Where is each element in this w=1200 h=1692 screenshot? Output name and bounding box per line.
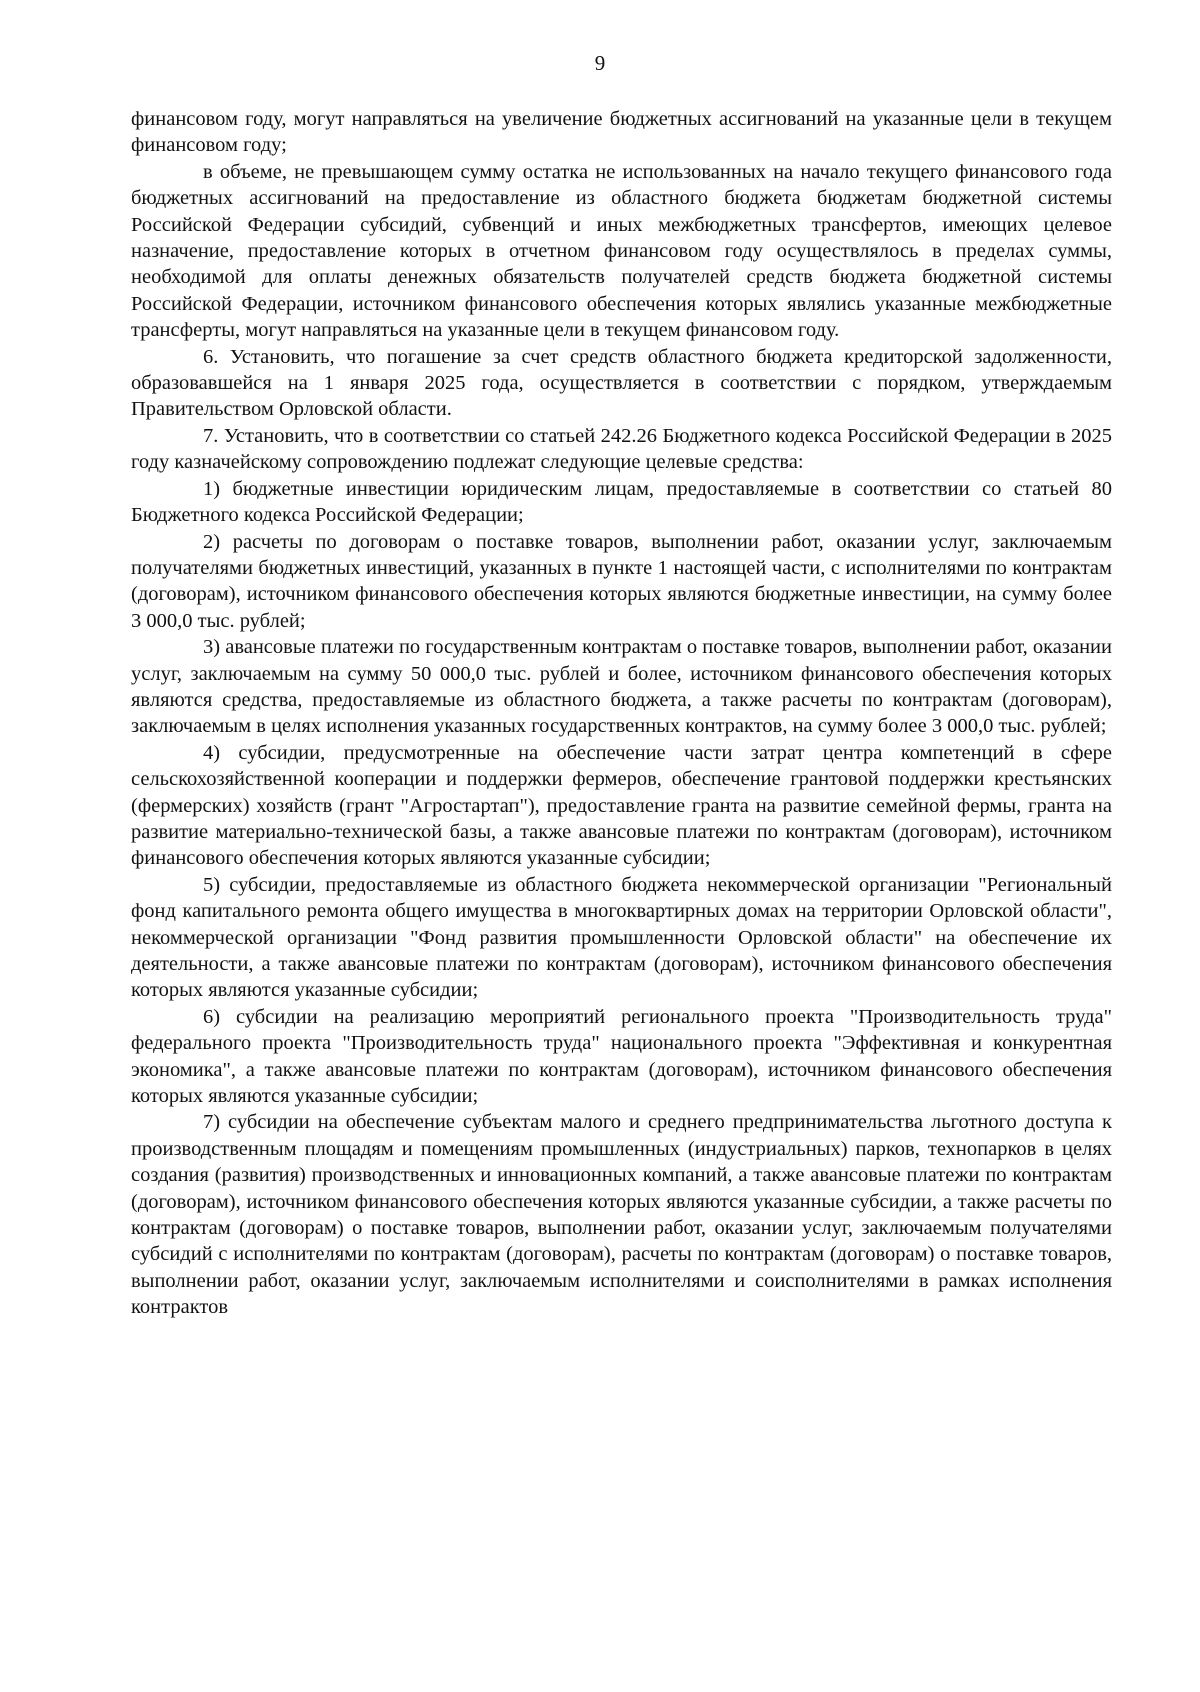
page-number: 9 <box>594 51 606 75</box>
list-item-4: 4) субсидии, предусмотренные на обеспечение части затрат центра компетенций в сфере сельскохозяйственной кооперации и поддержки фермеров, обеспечение грантовой поддержки крестьянских (фермерских) хозяйств (грант "Агростартап"), предоставление гранта на развитие семейной фермы, гранта на развитие материально-технической базы, а также авансовые платежи по контрактам (договорам), источником финансового обеспечения которых являются указанные субсидии; <box>131 741 1112 870</box>
list-item-6: 6) субсидии на реализацию мероприятий регионального проекта "Производительность труда" федерального проекта "Производительность труда" национального проекта "Эффективная и конкурентная экономика", а также авансовые платежи по контрактам (договорам), источником финансового обеспечения которых являются указанные субсидии; <box>131 1005 1112 1108</box>
paragraph-remaining-appropriations: в объеме, не превышающем сумму остатка не использованных на начало текущего финансового года бюджетных ассигнований на предоставление из областного бюджета бюджетам бюджетной системы Российской Федерации субсидий, субвенций и иных межбюджетных трансфертов, имеющих целевое назначение, предоставление которых в отчетном финансовом году осуществлялось в пределах суммы, необходимой для оплаты денежных обязательств получателей средств бюджета бюджетной системы Российской Федерации, источником финансового обеспечения которых являлись указанные межбюджетные трансферты, могут направляться на указанные цели в текущем финансовом году. <box>131 160 1112 342</box>
list-item-5: 5) субсидии, предоставляемые из областного бюджета некоммерческой организации "Региональный фонд капитального ремонта общего имущества в многоквартирных домах на территории Орловской области", некоммерческой организации "Фонд развития промышленности Орловской области" на обеспечение их деятельности, а также авансовые платежи по контрактам (договорам), источником финансового обеспечения которых являются указанные субсидии; <box>131 873 1112 1002</box>
list-item-2: 2) расчеты по договорам о поставке товаров, выполнении работ, оказании услуг, заключаемым получателями бюджетных инвестиций, указанных в пункте 1 настоящей части, с исполнителями по контрактам (договорам), источником финансового обеспечения которых являются бюджетные инвестиции, на сумму более 3 000,0 тыс. рублей; <box>131 530 1112 632</box>
paragraph-item-6: 6. Установить, что погашение за счет средств областного бюджета кредиторской задолженности, образовавшейся на 1 января 2025 года, осуществляется в соответствии с порядком, утверждаемым Правительством Орловской области. <box>131 345 1112 421</box>
list-item-7: 7) субсидии на обеспечение субъектам малого и среднего предпринимательства льготного доступа к производственным площадям и помещениям промышленных (индустриальных) парков, технопарков в целях создания (развития) производственных и инновационных компаний, а также авансовые платежи по контрактам (договорам), источником финансового обеспечения которых являются указанные субсидии, а также расчеты по контрактам (договорам) о поставке товаров, выполнении работ, оказании услуг, заключаемым получателями субсидий с исполнителями по контрактам (договорам), расчеты по контрактам (договорам) о поставке товаров, выполнении работ, оказании услуг, заключаемым исполнителями и соисполнителями в рамках исполнения контрактов <box>131 1111 1112 1319</box>
paragraph-continuation: финансовом году, могут направляться на увеличение бюджетных ассигнований на указанные цели в текущем финансовом году; <box>131 108 1112 157</box>
list-item-3: 3) авансовые платежи по государственным контрактам о поставке товаров, выполнении работ, оказании услуг, заключаемым на сумму 50 000,0 тыс. рублей и более, источником финансового обеспечения которых являются средства, предоставляемые из областного бюджета, а также расчеты по контрактам (договорам), заключаемым в целях исполнения указанных государственных контрактов, на сумму более 3 000,0 тыс. рублей; <box>131 636 1112 738</box>
document-body <box>131 106 1112 1321</box>
paragraph-item-7: 7. Установить, что в соответствии со статьей 242.26 Бюджетного кодекса Российской Федерации в 2025 году казначейскому сопровождению подлежат следующие целевые средства: <box>131 424 1112 474</box>
list-item-1: 1) бюджетные инвестиции юридическим лицам, предоставляемые в соответствии со статьей 80 Бюджетного кодекса Российской Федерации; <box>131 477 1112 527</box>
